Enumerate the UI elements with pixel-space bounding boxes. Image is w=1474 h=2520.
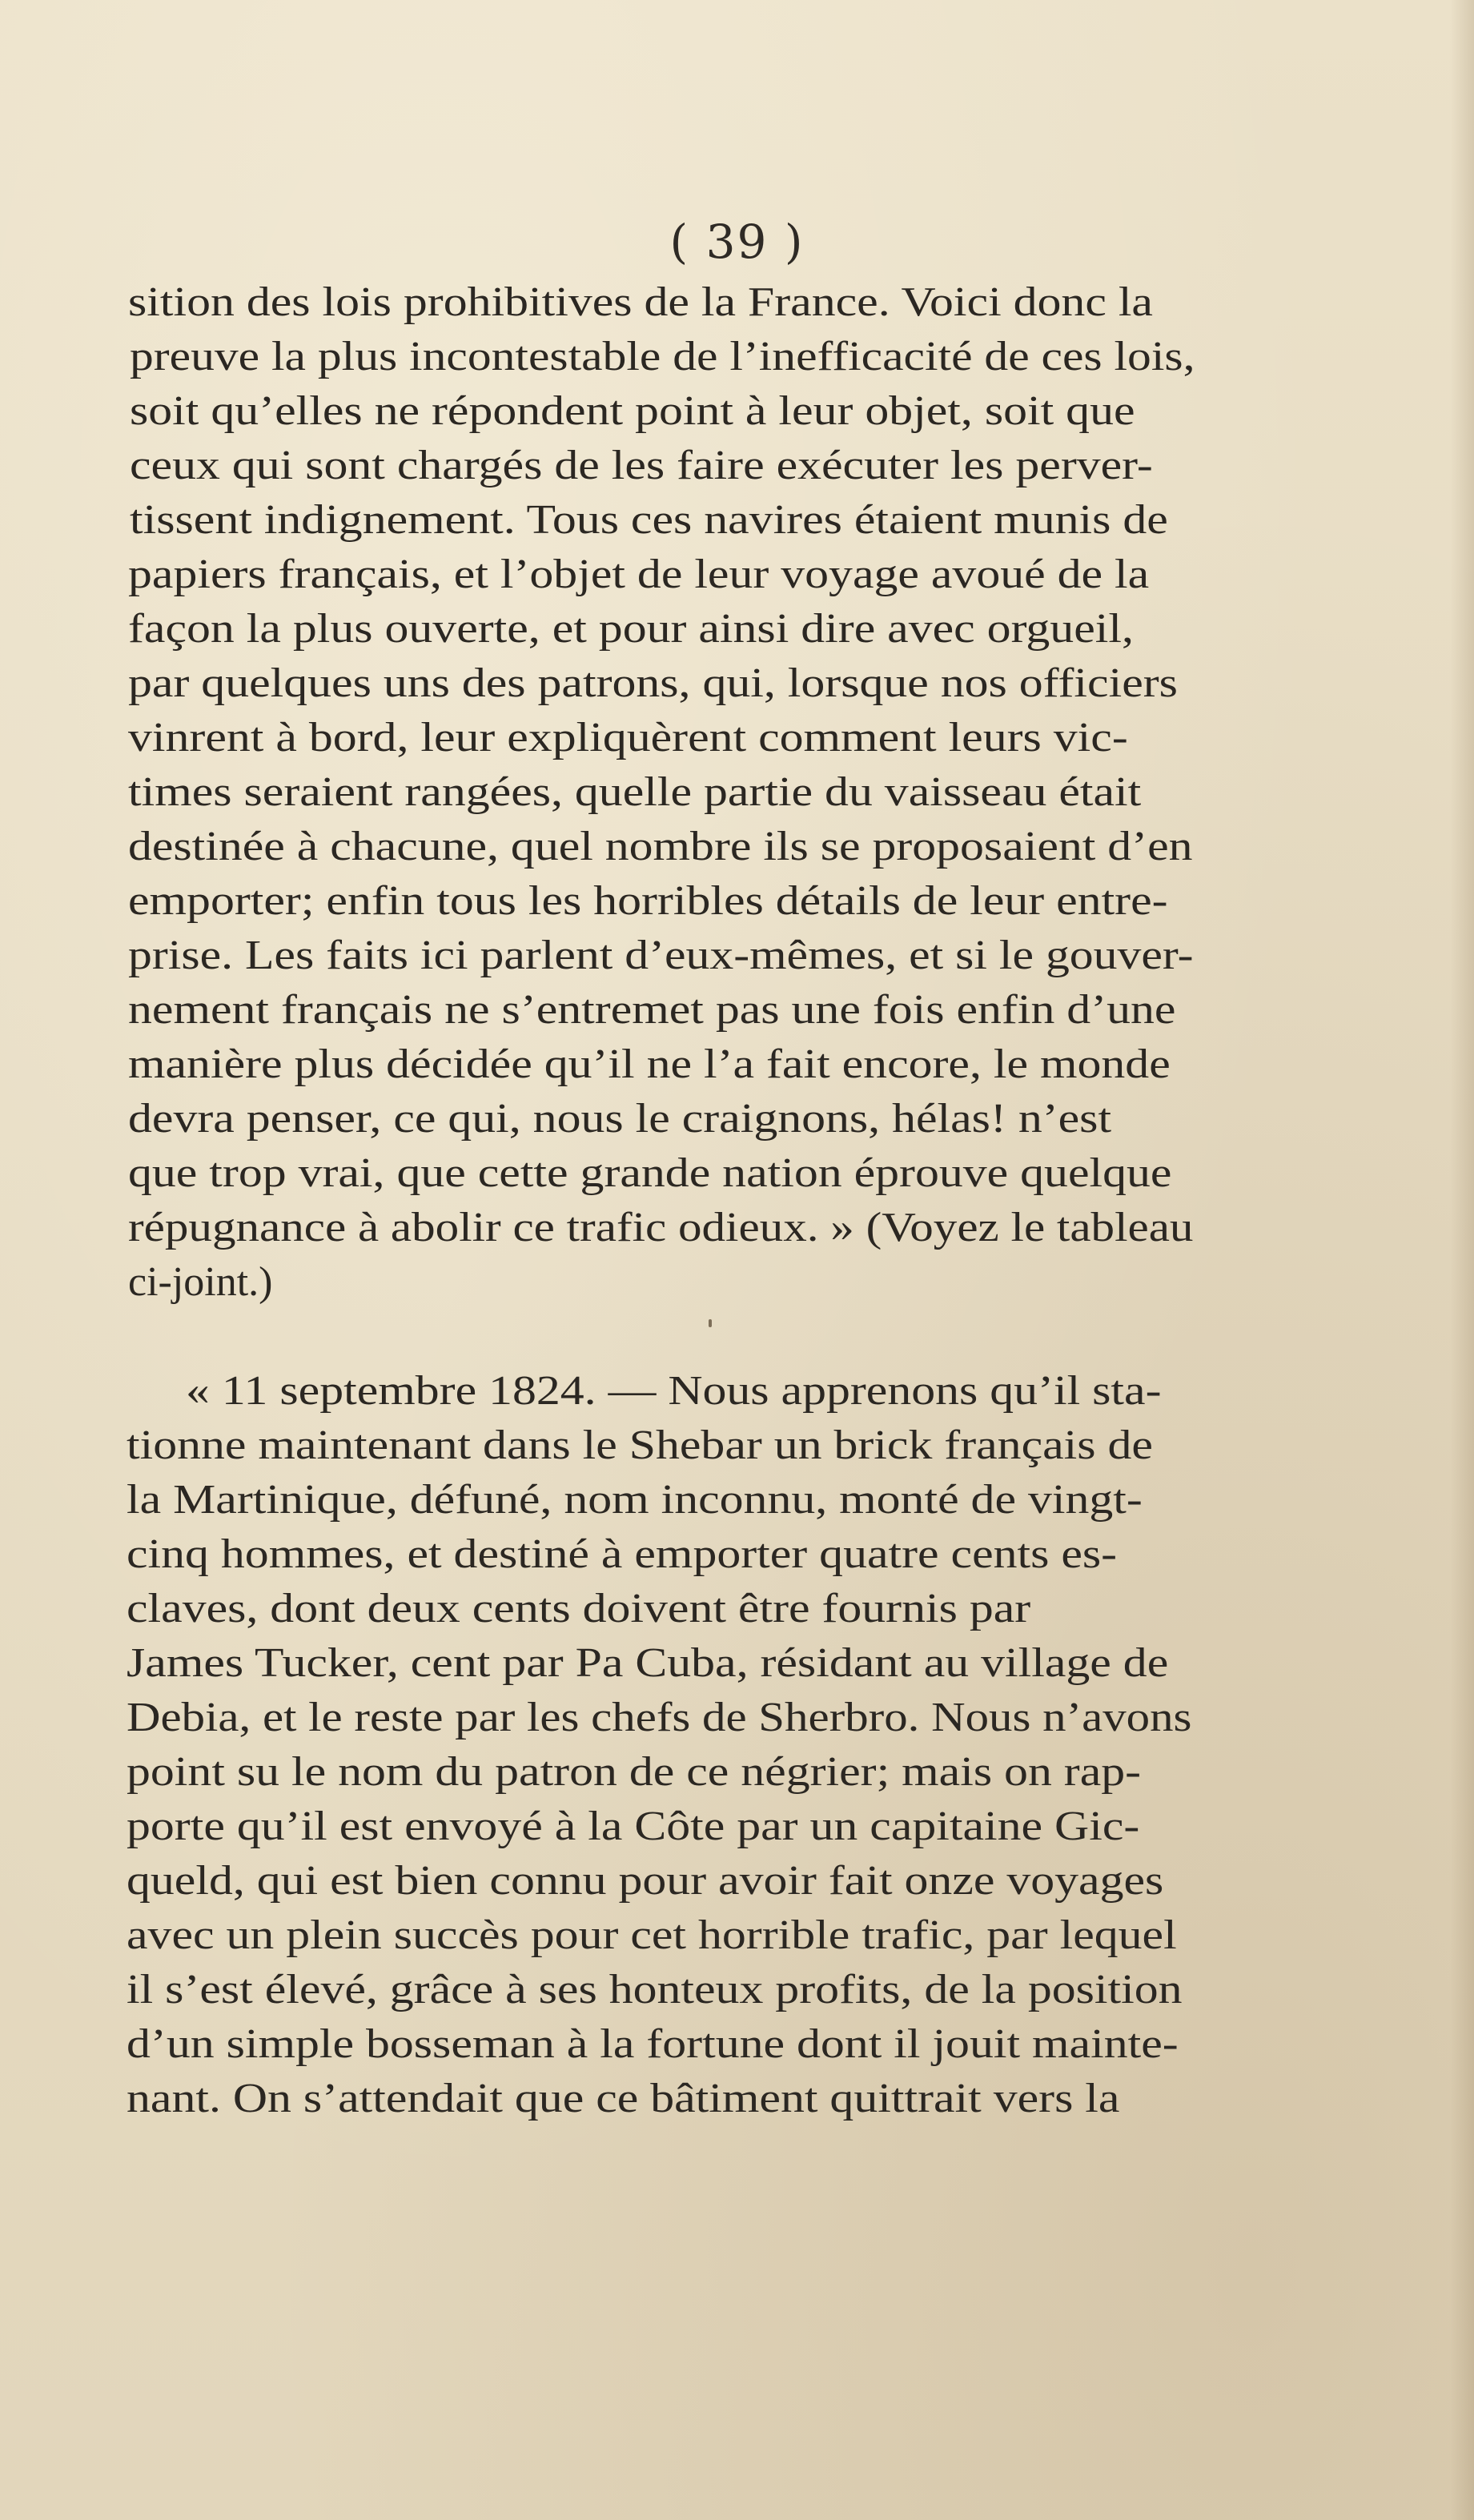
text-line: vinrent à bord, leur expliquèrent comment leurs vic- xyxy=(128,715,1128,760)
text-line: claves, dont deux cents doivent être fournis par xyxy=(127,1586,1031,1631)
text-line: James Tucker, cent par Pa Cuba, résidant au village de xyxy=(127,1640,1169,1686)
text-line: par quelques uns des patrons, qui, lorsque nos officiers xyxy=(128,660,1178,706)
text-line: « 11 septembre 1824. — Nous apprenons qu’il sta- xyxy=(186,1368,1162,1414)
text-line: ci-joint.) xyxy=(128,1259,273,1305)
ink-mark xyxy=(709,1319,712,1327)
text-line: porte qu’il est envoyé à la Côte par un capitaine Gic- xyxy=(127,1804,1140,1849)
text-line: papiers français, et l’objet de leur voyage avoué de la xyxy=(128,552,1150,597)
text-line: sition des lois prohibitives de la France. Voici donc la xyxy=(128,279,1153,325)
text-line: prise. Les faits ici parlent d’eux-mêmes, et si le gouver- xyxy=(128,933,1194,978)
text-line: nement français ne s’entremet pas une fois enfin d’une xyxy=(128,987,1176,1033)
text-line: ceux qui sont chargés de les faire exécuter les perver- xyxy=(130,443,1153,488)
text-line: tionne maintenant dans le Shebar un brick français de xyxy=(127,1423,1153,1468)
text-line: façon la plus ouverte, et pour ainsi dire avec orgueil, xyxy=(128,606,1134,652)
text-line: il s’est élevé, grâce à ses honteux profits, de la position xyxy=(127,1967,1183,2012)
text-line: preuve la plus incontestable de l’inefficacité de ces lois, xyxy=(130,334,1195,379)
text-line: d’un simple bosseman à la fortune dont il jouit mainte- xyxy=(127,2021,1179,2067)
text-line: point su le nom du patron de ce négrier; mais on rap- xyxy=(127,1749,1142,1795)
text-line: emporter; enfin tous les horribles détails de leur entre- xyxy=(128,878,1168,924)
text-line: manière plus décidée qu’il ne l’a fait encore, le monde xyxy=(128,1041,1171,1087)
text-line: que trop vrai, que cette grande nation éprouve quelque xyxy=(128,1150,1172,1196)
text-line: avec un plein succès pour cet horrible trafic, par lequel xyxy=(127,1912,1177,1958)
text-line: devra penser, ce qui, nous le craignons, hélas! n’est xyxy=(128,1096,1112,1142)
text-line: queld, qui est bien connu pour avoir fait onze voyages xyxy=(127,1858,1164,1904)
page-number: ( 39 ) xyxy=(669,215,805,269)
text-line: times seraient rangées, quelle partie du vaisseau était xyxy=(128,769,1142,815)
text-line: nant. On s’attendait que ce bâtiment quittrait vers la xyxy=(127,2076,1120,2121)
text-line: cinq hommes, et destiné à emporter quatre cents es- xyxy=(127,1531,1118,1577)
text-line: destinée à chacune, quel nombre ils se proposaient d’en xyxy=(128,824,1193,869)
text-line: répugnance à abolir ce trafic odieux. » (Voyez le tableau xyxy=(128,1205,1194,1250)
text-line: tissent indignement. Tous ces navires étaient munis de xyxy=(130,497,1168,543)
text-line: Debia, et le reste par les chefs de Sherbro. Nous n’avons xyxy=(127,1695,1192,1740)
text-line: soit qu’elles ne répondent point à leur objet, soit que xyxy=(130,388,1135,434)
text-line: la Martinique, défuné, nom inconnu, monté de vingt- xyxy=(127,1477,1143,1523)
page-edge-shadow xyxy=(1450,0,1474,2520)
